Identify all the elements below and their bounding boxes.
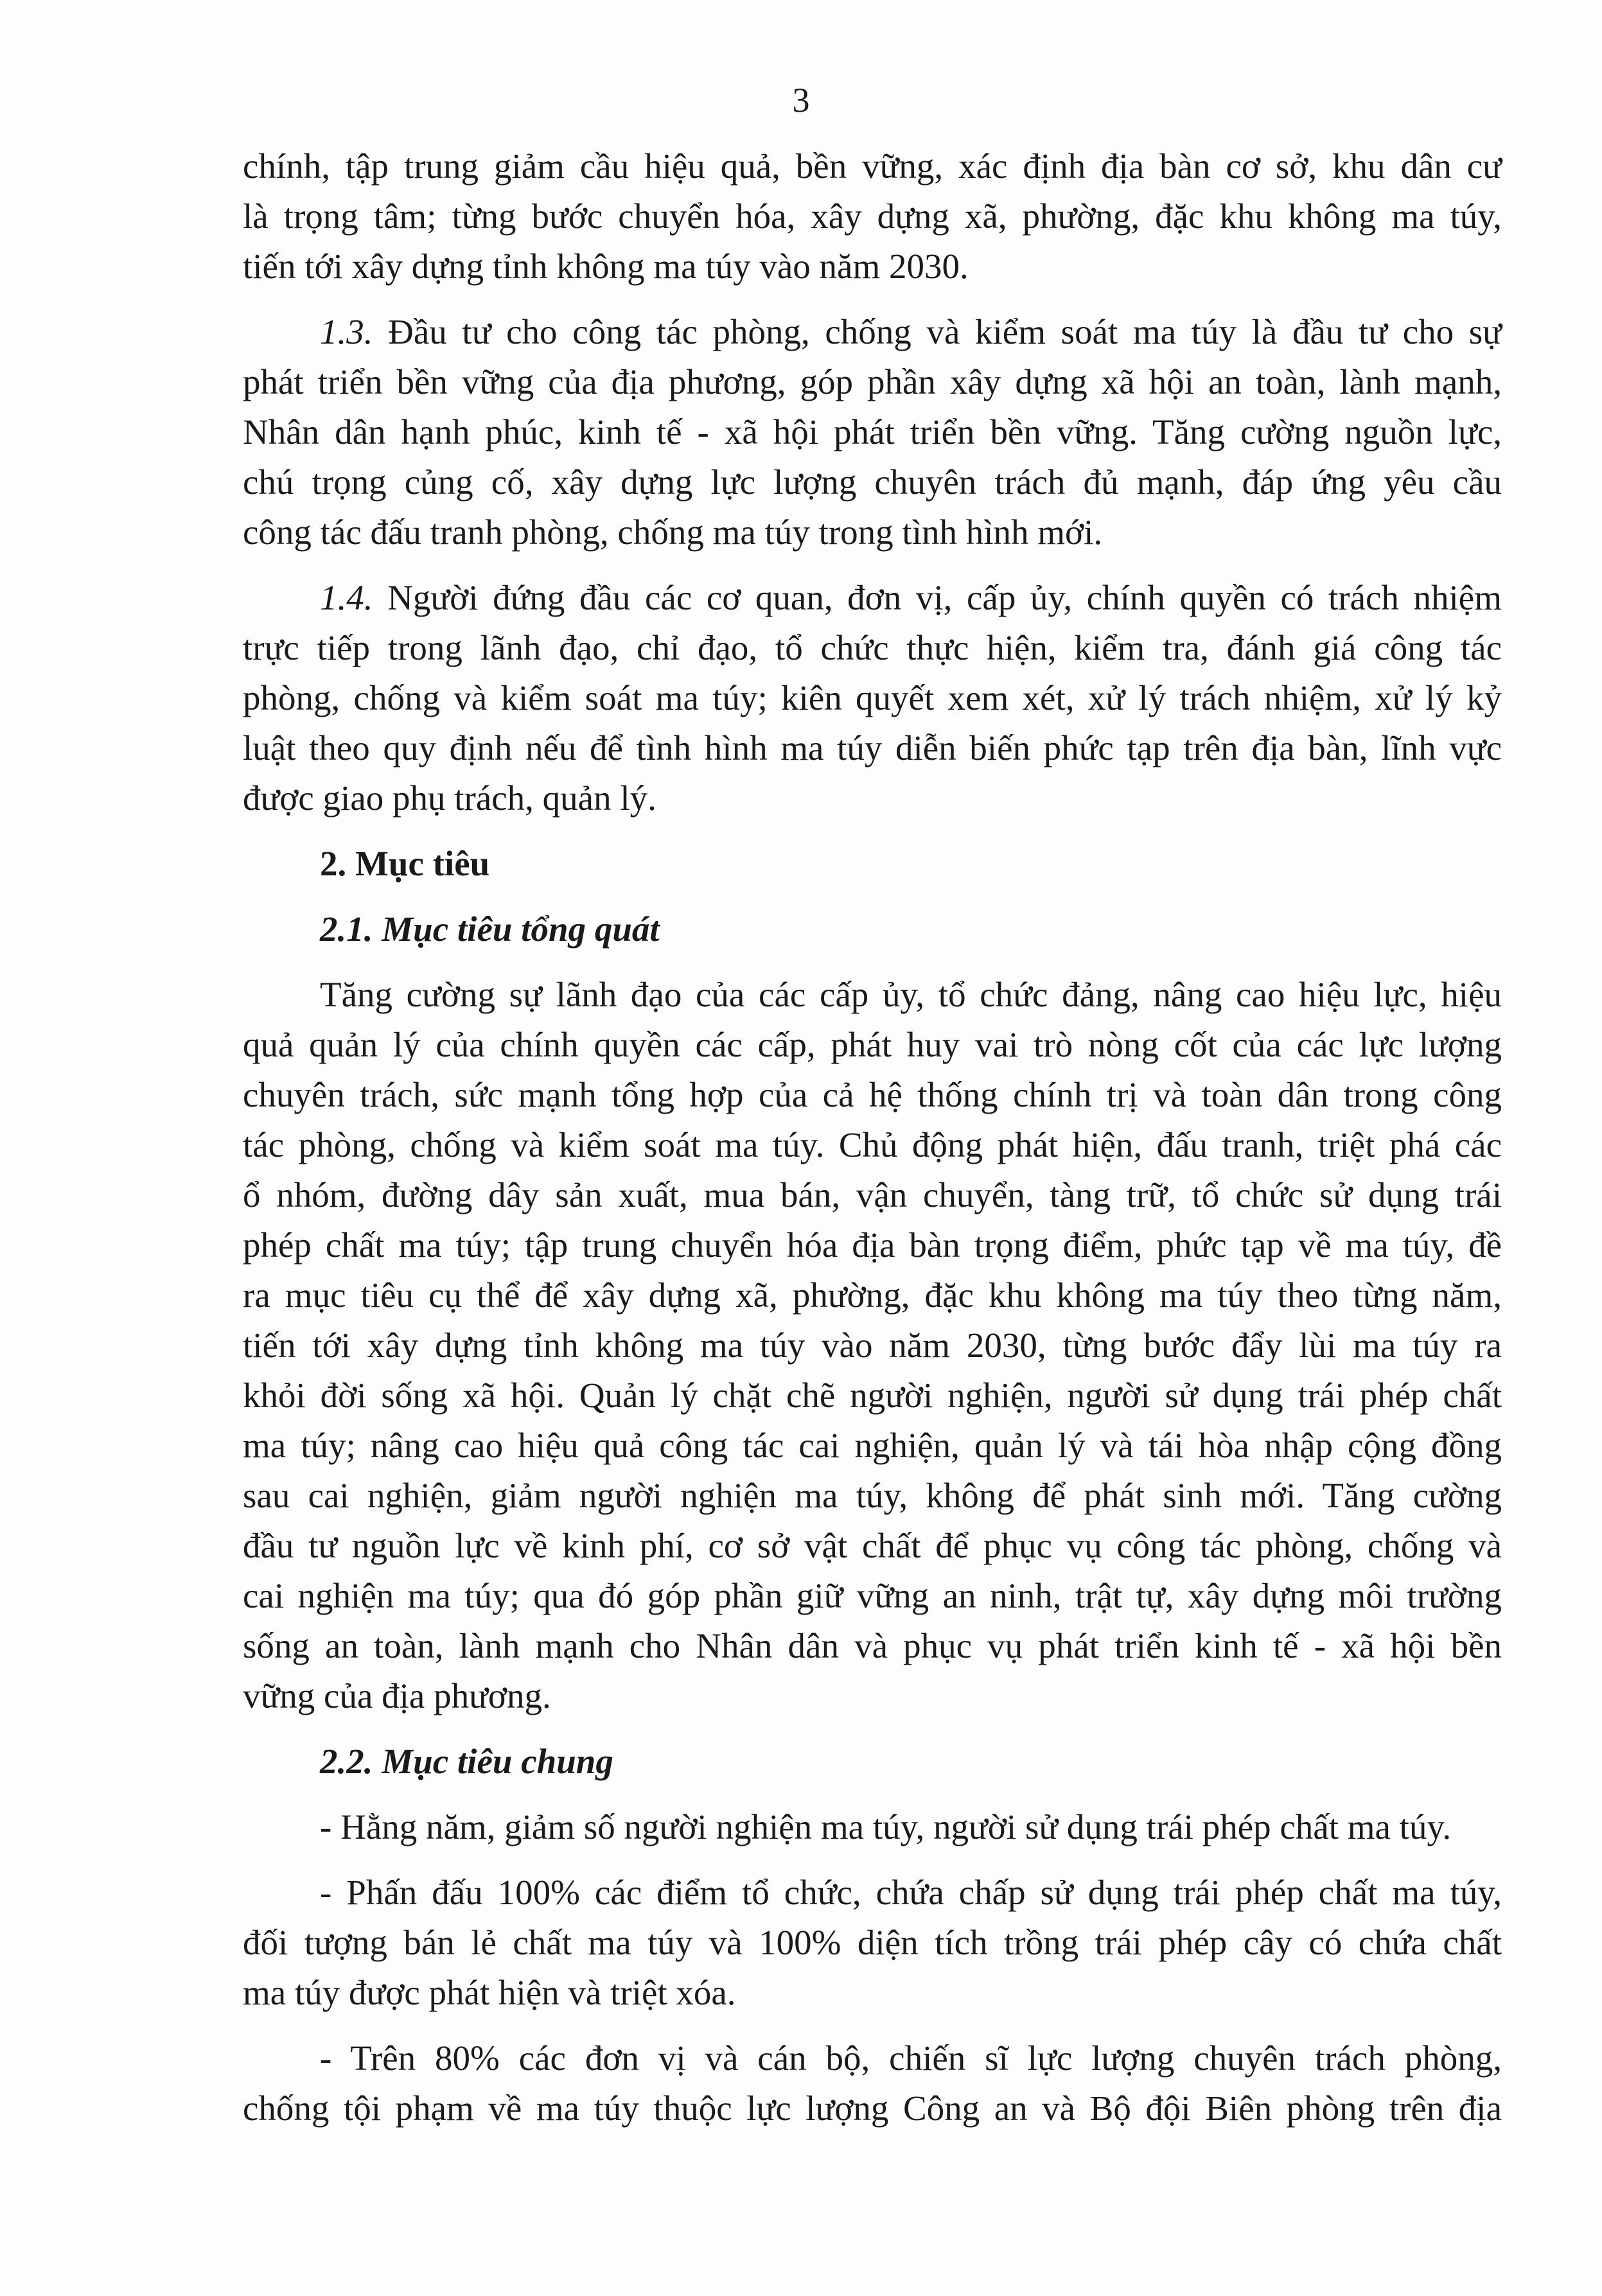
text-line: vững của địa phương. <box>243 1676 551 1715</box>
text-line: ma túy; nâng cao hiệu quả công tác cai nghiện, quản lý và tái hòa nhập cộng đồng <box>243 1426 1502 1465</box>
heading-muc-tieu-chung: 2.2. Mục tiêu chung <box>320 1742 613 1781</box>
text-line: quả quản lý của chính quyền các cấp, phát huy vai trò nòng cốt của các lực lượng <box>243 1025 1502 1064</box>
text-line: phòng, chống và kiểm soát ma túy; kiên quyết xem xét, xử lý trách nhiệm, xử lý kỷ <box>243 678 1502 717</box>
text-line: Tăng cường sự lãnh đạo của các cấp ủy, tổ chức đảng, nâng cao hiệu lực, hiệu <box>320 975 1502 1014</box>
text-line: được giao phụ trách, quản lý. <box>243 778 656 818</box>
text-span: Đầu tư cho công tác phòng, chống và kiểm soát ma túy là đầu tư cho sự <box>373 312 1502 351</box>
text-line: đầu tư nguồn lực về kinh phí, cơ sở vật chất để phục vụ công tác phòng, chống và <box>243 1526 1502 1565</box>
text-line: tiến tới xây dựng tỉnh không ma túy vào năm 2030. <box>243 247 969 286</box>
text-span: Người đứng đầu các cơ quan, đơn vị, cấp ủy, chính quyền có trách nhiệm <box>373 578 1502 617</box>
page-number: 3 <box>792 81 810 119</box>
text-line: luật theo quy định nếu để tình hình ma túy diễn biến phức tạp trên địa bàn, lĩnh vực <box>243 728 1502 767</box>
bullet-item: - Trên 80% các đơn vị và cán bộ, chiến sĩ lực lượng chuyên trách phòng, <box>320 2038 1502 2078</box>
bullet-item: - Hằng năm, giảm số người nghiện ma túy, người sử dụng trái phép chất ma túy. <box>320 1807 1452 1846</box>
text-line: cai nghiện ma túy; qua đó góp phần giữ vững an ninh, trật tự, xây dựng môi trường <box>243 1576 1502 1615</box>
bullet-item: - Phấn đấu 100% các điểm tổ chức, chứa chấp sử dụng trái phép chất ma túy, <box>320 1873 1502 1912</box>
paragraph-1-3-first-line <box>320 307 1502 357</box>
text-line: ổ nhóm, đường dây sản xuất, mua bán, vận chuyển, tàng trữ, tổ chức sử dụng trái <box>243 1175 1502 1214</box>
text-line: ma túy được phát hiện và triệt xóa. <box>243 1973 736 2012</box>
heading-muc-tieu: 2. Mục tiêu <box>320 844 490 883</box>
text-line: khỏi đời sống xã hội. Quản lý chặt chẽ người nghiện, người sử dụng trái phép chất <box>243 1376 1502 1415</box>
text-line: ra mục tiêu cụ thể để xây dựng xã, phường, đặc khu không ma túy theo từng năm, <box>243 1275 1502 1315</box>
text-line: sau cai nghiện, giảm người nghiện ma túy, không để phát sinh mới. Tăng cường <box>243 1476 1502 1515</box>
text-line: tác phòng, chống và kiểm soát ma túy. Chủ động phát hiện, đấu tranh, triệt phá các <box>243 1125 1502 1164</box>
section-label-1-4: 1.4. <box>320 578 373 617</box>
paragraph-1-4-first-line <box>320 573 1502 623</box>
text-line: phép chất ma túy; tập trung chuyển hóa địa bàn trọng điểm, phức tạp về ma túy, đề <box>243 1225 1502 1265</box>
text-line: trực tiếp trong lãnh đạo, chỉ đạo, tổ chức thực hiện, kiểm tra, đánh giá công tác <box>243 628 1502 667</box>
text-line: tiến tới xây dựng tỉnh không ma túy vào năm 2030, từng bước đẩy lùi ma túy ra <box>243 1326 1502 1365</box>
text-line: chống tội phạm về ma túy thuộc lực lượng Công an và Bộ đội Biên phòng trên địa <box>243 2089 1502 2128</box>
text-line: sống an toàn, lành mạnh cho Nhân dân và phục vụ phát triển kinh tế - xã hội bền <box>243 1626 1502 1665</box>
text-line: là trọng tâm; từng bước chuyển hóa, xây dựng xã, phường, đặc khu không ma túy, <box>243 197 1502 236</box>
text-line: chính, tập trung giảm cầu hiệu quả, bền vững, xác định địa bàn cơ sở, khu dân cư <box>243 146 1502 186</box>
text-line: Nhân dân hạnh phúc, kinh tế - xã hội phát triển bền vững. Tăng cường nguồn lực, <box>243 412 1502 451</box>
text-line: chú trọng củng cố, xây dựng lực lượng chuyên trách đủ mạnh, đáp ứng yêu cầu <box>243 462 1502 502</box>
text-line: chuyên trách, sức mạnh tổng hợp của cả hệ thống chính trị và toàn dân trong công <box>243 1075 1502 1114</box>
section-label-1-3: 1.3. <box>320 312 373 351</box>
text-line: công tác đấu tranh phòng, chống ma túy trong tình hình mới. <box>243 513 1103 552</box>
text-line: phát triển bền vững của địa phương, góp phần xây dựng xã hội an toàn, lành mạnh, <box>243 362 1502 401</box>
heading-muc-tieu-tong-quat: 2.1. Mục tiêu tổng quát <box>320 909 660 949</box>
text-line: đối tượng bán lẻ chất ma túy và 100% diện tích trồng trái phép cây có chứa chất <box>243 1923 1502 1962</box>
